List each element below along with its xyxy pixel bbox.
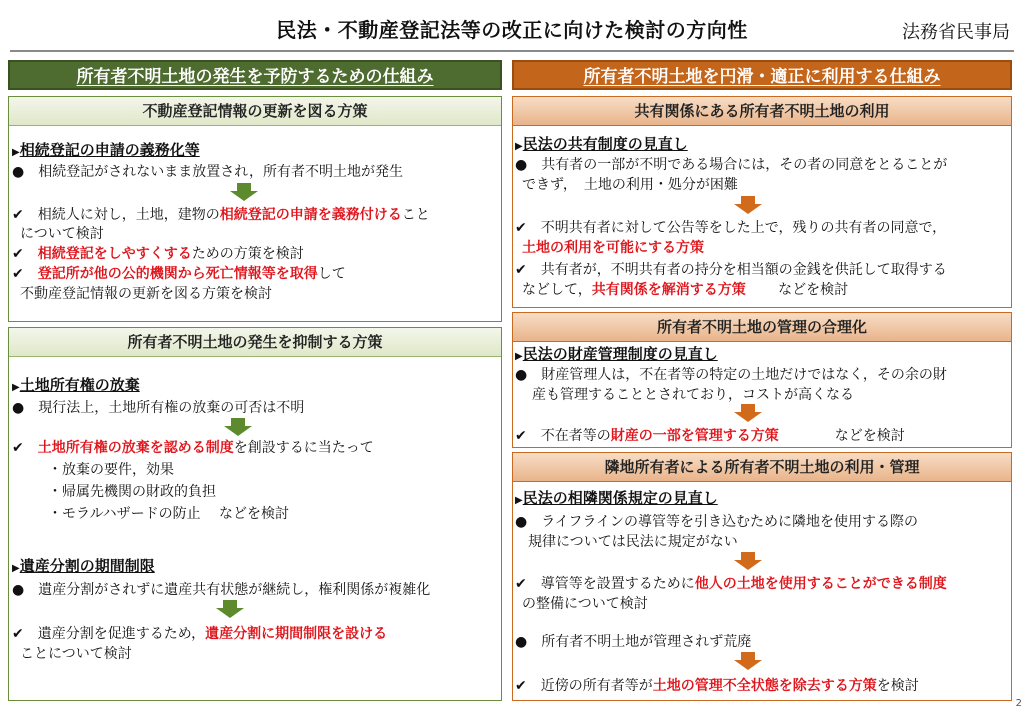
triangle-bullet-icon: ▶ <box>12 147 20 158</box>
check-item-cont: ことについて検討 <box>20 646 132 662</box>
check-item-cont: などして，共有関係を解消する方策 などを検討 <box>522 282 849 298</box>
sub-item: ・帰属先機関の財政的負担 <box>48 484 216 500</box>
topic-inheritance-registration: ▶相続登記の申請の義務化等 <box>12 141 200 159</box>
check-item: ✔ 土地所有権の放棄を認める制度を創設するに当たって <box>12 440 374 456</box>
topic-estate-division: ▶遺産分割の期間制限 <box>12 557 155 575</box>
issue-text: ● 遺産分割がされずに遺産共有状態が継続し，権利関係が複雑化 <box>12 582 431 598</box>
triangle-bullet-icon: ▶ <box>12 382 20 393</box>
check-item: ✔ 遺産分割を促進するため，遺産分割に期間制限を設ける <box>12 626 388 642</box>
right-panel-coownership-subheader: 共有関係にある所有者不明土地の利用 <box>513 97 1011 126</box>
check-item: ✔ 不在者等の財産の一部を管理する方策 などを検討 <box>515 428 905 444</box>
topic-neighbor-rules: ▶民法の相隣関係規定の見直し <box>515 489 718 507</box>
issue-text: ● 共有者の一部が不明である場合には，その者の同意をとることが <box>515 157 948 173</box>
sub-item: ・モラルハザードの防止 などを検討 <box>48 506 290 522</box>
check-item: ✔ 不明共有者に対して公告等をした上で，残りの共有者の同意で， <box>515 220 947 236</box>
check-item-cont: について検討 <box>20 226 104 242</box>
triangle-bullet-icon: ▶ <box>515 351 523 362</box>
triangle-bullet-icon: ▶ <box>515 141 523 152</box>
left-panel-registry-subheader: 不動産登記情報の更新を図る方策 <box>9 97 501 126</box>
issue-text-cont: 産も管理することとされており，コストが高くなる <box>532 387 854 403</box>
topic-property-management: ▶民法の財産管理制度の見直し <box>515 345 718 363</box>
title-divider <box>10 50 1014 52</box>
check-item: ✔ 相続人に対し，土地，建物の相続登記の申請を義務付けること <box>12 207 430 223</box>
right-panel-management-subheader: 所有者不明土地の管理の合理化 <box>513 313 1011 342</box>
issue-text: ● 所有者不明土地が管理されず荒廃 <box>515 634 752 650</box>
issue-text: ● 現行法上，土地所有権の放棄の可否は不明 <box>12 400 305 416</box>
issue-text-cont: できず， 土地の利用・処分が困難 <box>522 177 738 193</box>
organization-label: 法務省民事局 <box>902 22 1010 43</box>
issue-text: ● 財産管理人は，不在者等の特定の土地だけではなく，その余の財 <box>515 367 947 383</box>
topic-coownership: ▶民法の共有制度の見直し <box>515 135 688 153</box>
check-item-cont: 土地の利用を可能にする方策 <box>522 240 704 256</box>
check-item: ✔ 導管等を設置するために他人の土地を使用することができる制度 <box>515 576 947 592</box>
topic-abandonment: ▶土地所有権の放棄 <box>12 376 140 394</box>
page-title: 民法・不動産登記法等の改正に向けた検討の方向性 <box>276 18 748 42</box>
left-column-header: 所有者不明土地の発生を予防するための仕組み <box>8 60 502 90</box>
check-item: ✔ 登記所が他の公的機関から死亡情報等を取得して <box>12 266 346 282</box>
sub-item: ・放棄の要件，効果 <box>48 462 174 478</box>
check-item-cont: の整備について検討 <box>522 596 648 612</box>
left-panel-suppression-subheader: 所有者不明土地の発生を抑制する方策 <box>9 328 501 357</box>
right-column-header: 所有者不明土地を円滑・適正に利用する仕組み <box>512 60 1012 90</box>
triangle-bullet-icon: ▶ <box>515 495 523 506</box>
right-panel-neighbor-subheader: 隣地所有者による所有者不明土地の利用・管理 <box>513 453 1011 482</box>
triangle-bullet-icon: ▶ <box>12 563 20 574</box>
check-item: ✔ 近傍の所有者等が土地の管理不全状態を除去する方策を検討 <box>515 678 919 694</box>
issue-text-cont: 規律については民法に規定がない <box>528 534 738 550</box>
check-item-cont: 不動産登記情報の更新を図る方策を検討 <box>20 286 272 302</box>
page-number: 2 <box>1015 698 1022 709</box>
issue-text: ● ライフラインの導管等を引き込むために隣地を使用する際の <box>515 514 918 530</box>
check-item: ✔ 共有者が，不明共有者の持分を相当額の金銭を供託して取得する <box>515 262 947 278</box>
check-item: ✔ 相続登記をしやすくするための方策を検討 <box>12 246 304 262</box>
issue-text: ● 相続登記がされないまま放置され，所有者不明土地が発生 <box>12 164 404 180</box>
